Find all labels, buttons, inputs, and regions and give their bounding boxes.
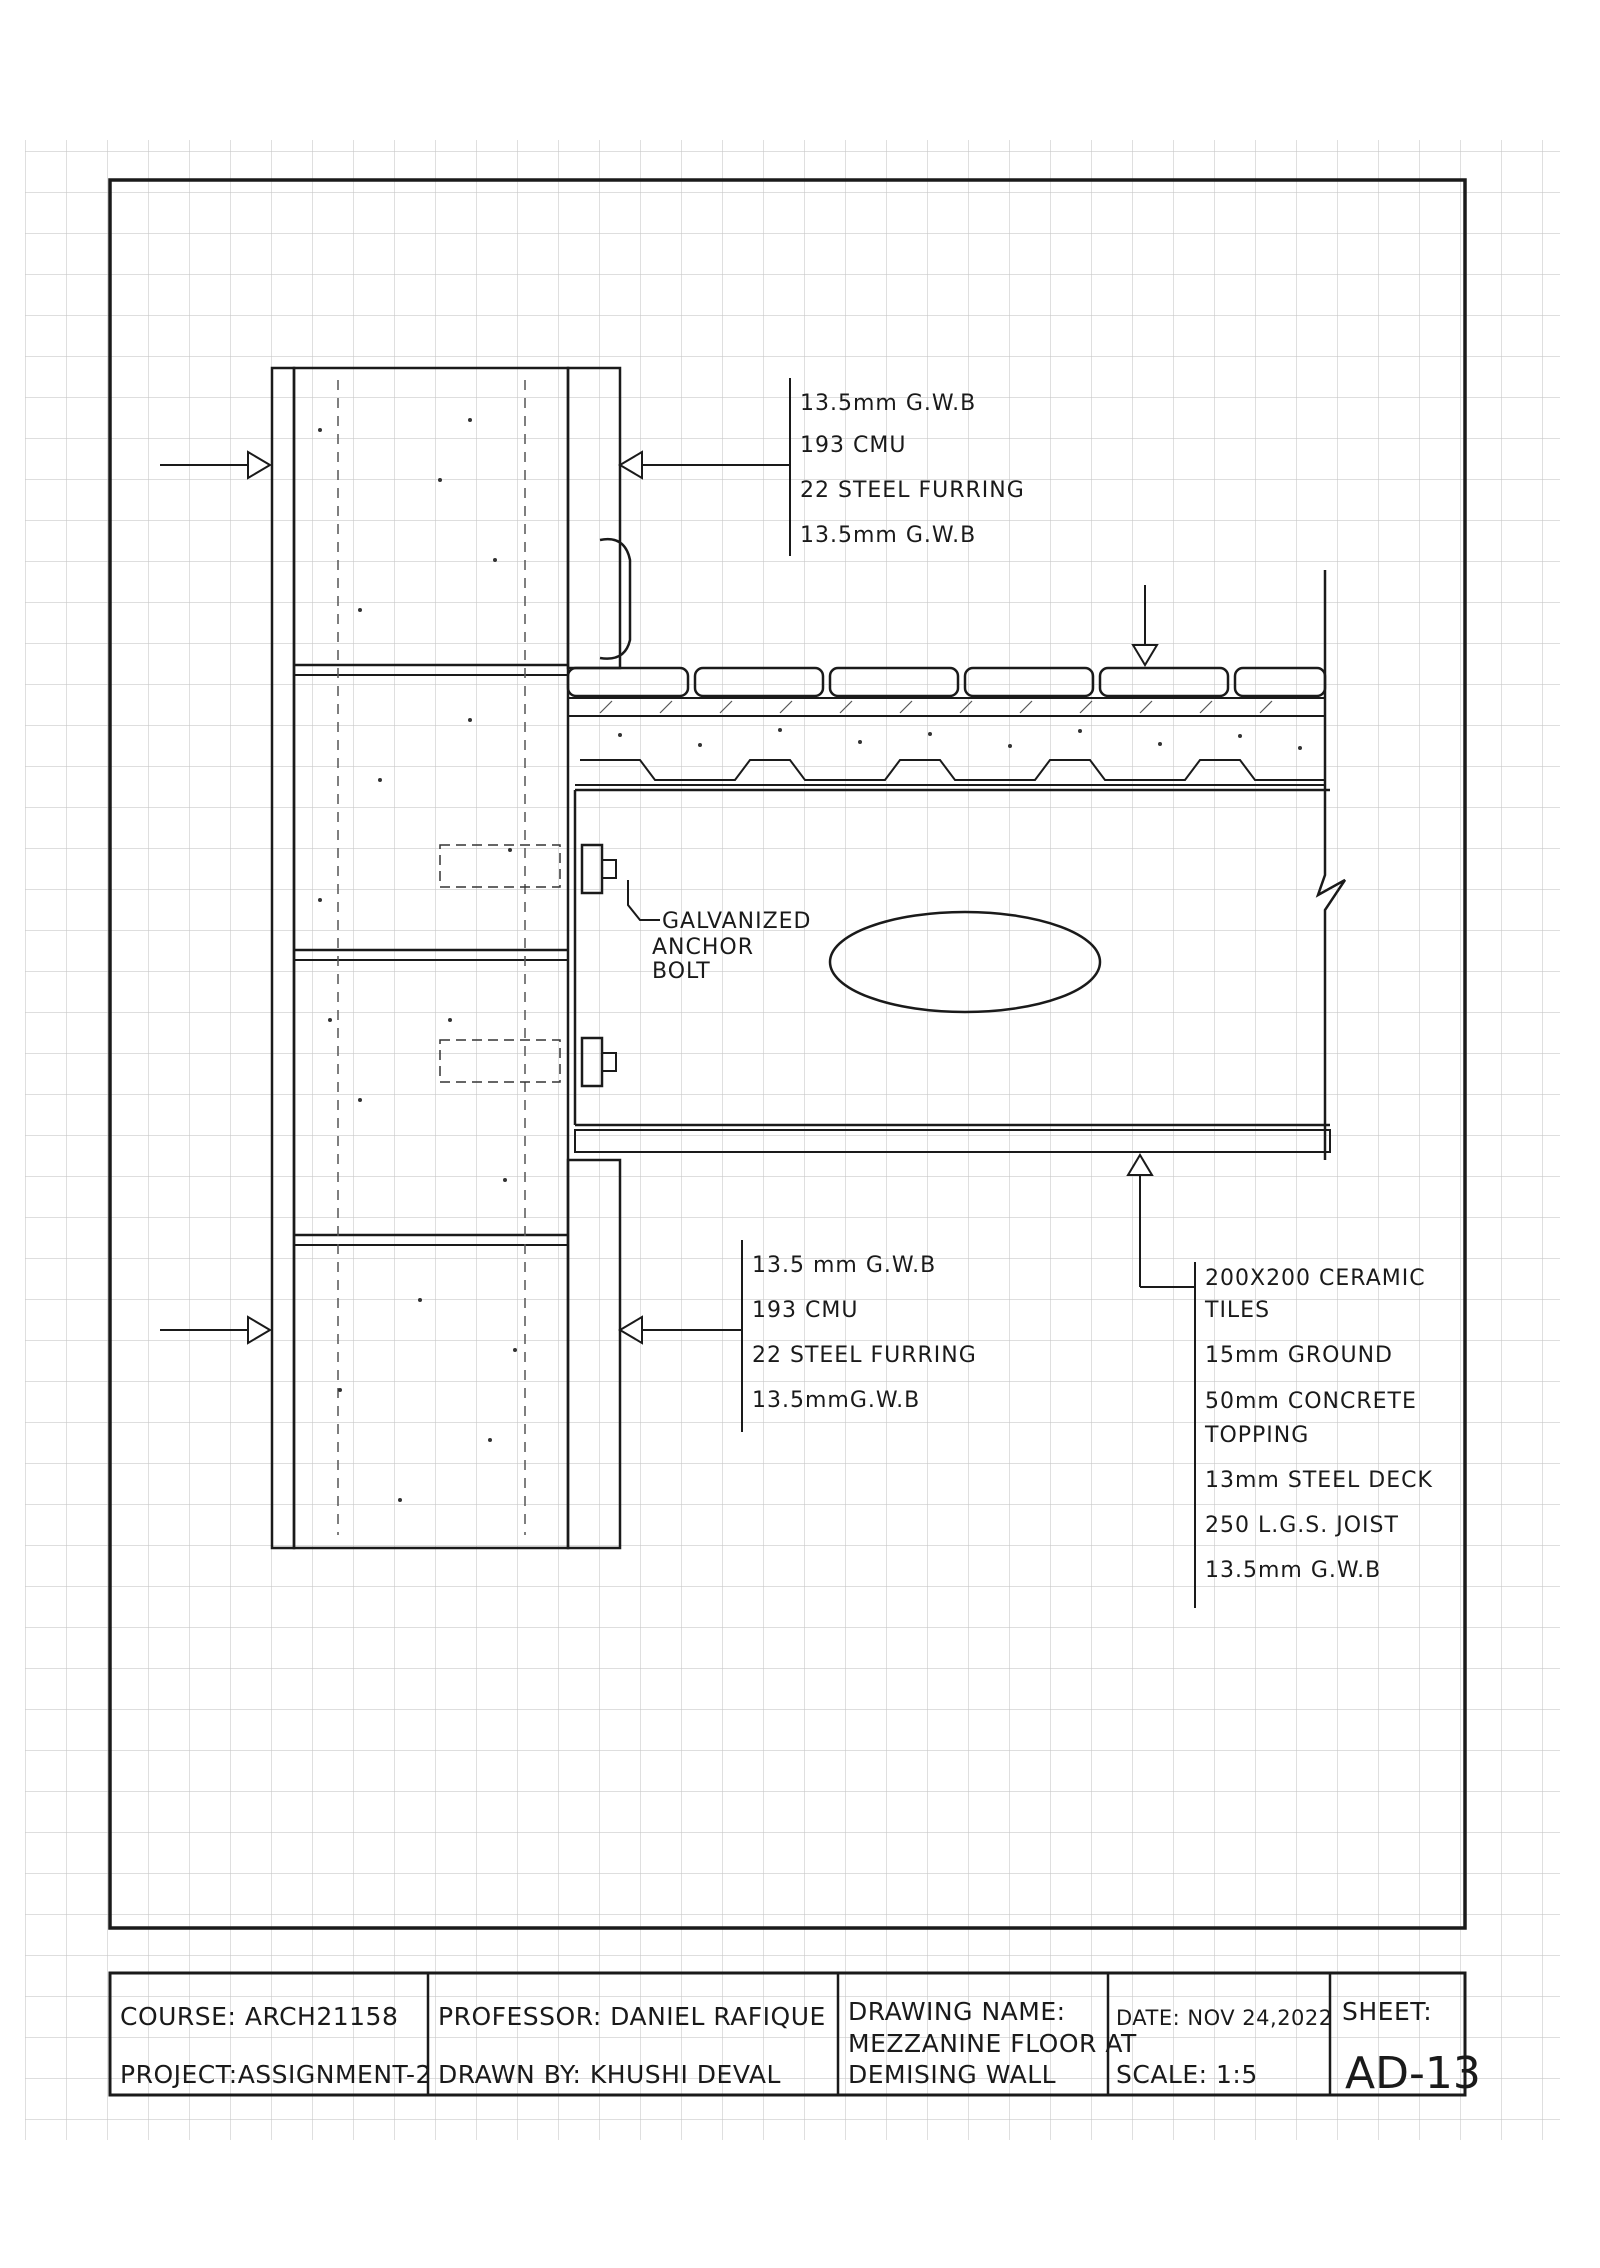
drawing-name-line-1: MEZZANINE FLOOR AT — [848, 2029, 1137, 2058]
svg-text:ANCHOR: ANCHOR — [652, 935, 755, 960]
wall-top-label-2: 193 CMU — [800, 433, 907, 458]
wall-top-label-1: 13.5mm G.W.B — [800, 391, 977, 416]
floor-label-2: TILES — [1205, 1298, 1271, 1323]
wall-bottom-label-3: 22 STEEL FURRING — [752, 1343, 977, 1368]
floor-label-3: 15mm GROUND — [1205, 1343, 1393, 1368]
floor-label-5: TOPPING — [1205, 1423, 1310, 1448]
floor-label-6: 13mm STEEL DECK — [1205, 1468, 1433, 1493]
course-text: COURSE: ARCH21158 — [120, 2002, 399, 2031]
wall-bottom-label-1: 13.5 mm G.W.B — [752, 1253, 937, 1278]
svg-text:BOLT: BOLT — [652, 959, 711, 984]
sheet-number: AD-13 — [1345, 2048, 1481, 2099]
wall-top-label-3: 22 STEEL FURRING — [800, 478, 1025, 503]
floor-label-7: 250 L.G.S. JOIST — [1205, 1513, 1399, 1538]
floor-label-4: 50mm CONCRETE — [1205, 1389, 1417, 1414]
wall-bottom-label-2: 193 CMU — [752, 1298, 859, 1323]
floor-label-8: 13.5mm G.W.B — [1205, 1558, 1382, 1583]
wall-bottom-label-4: 13.5mmG.W.B — [752, 1388, 921, 1413]
date-text: DATE: NOV 24,2022 — [1116, 2006, 1333, 2030]
floor-label-1: 200X200 CERAMIC — [1205, 1266, 1426, 1291]
sheet-label: SHEET: — [1342, 1997, 1433, 2026]
scale-text: SCALE: 1:5 — [1116, 2060, 1258, 2089]
drawing-name-line-2: DEMISING WALL — [848, 2060, 1057, 2089]
project-text: PROJECT:ASSIGNMENT-2 — [120, 2060, 432, 2089]
wall-top-label-4: 13.5mm G.W.B — [800, 523, 977, 548]
professor-text: PROFESSOR: DANIEL RAFIQUE — [438, 2002, 826, 2031]
drawn-by-text: DRAWN BY: KHUSHI DEVAL — [438, 2060, 781, 2089]
drawing-name-label: DRAWING NAME: — [848, 1997, 1066, 2026]
svg-text:GALVANIZED: GALVANIZED — [662, 909, 812, 934]
